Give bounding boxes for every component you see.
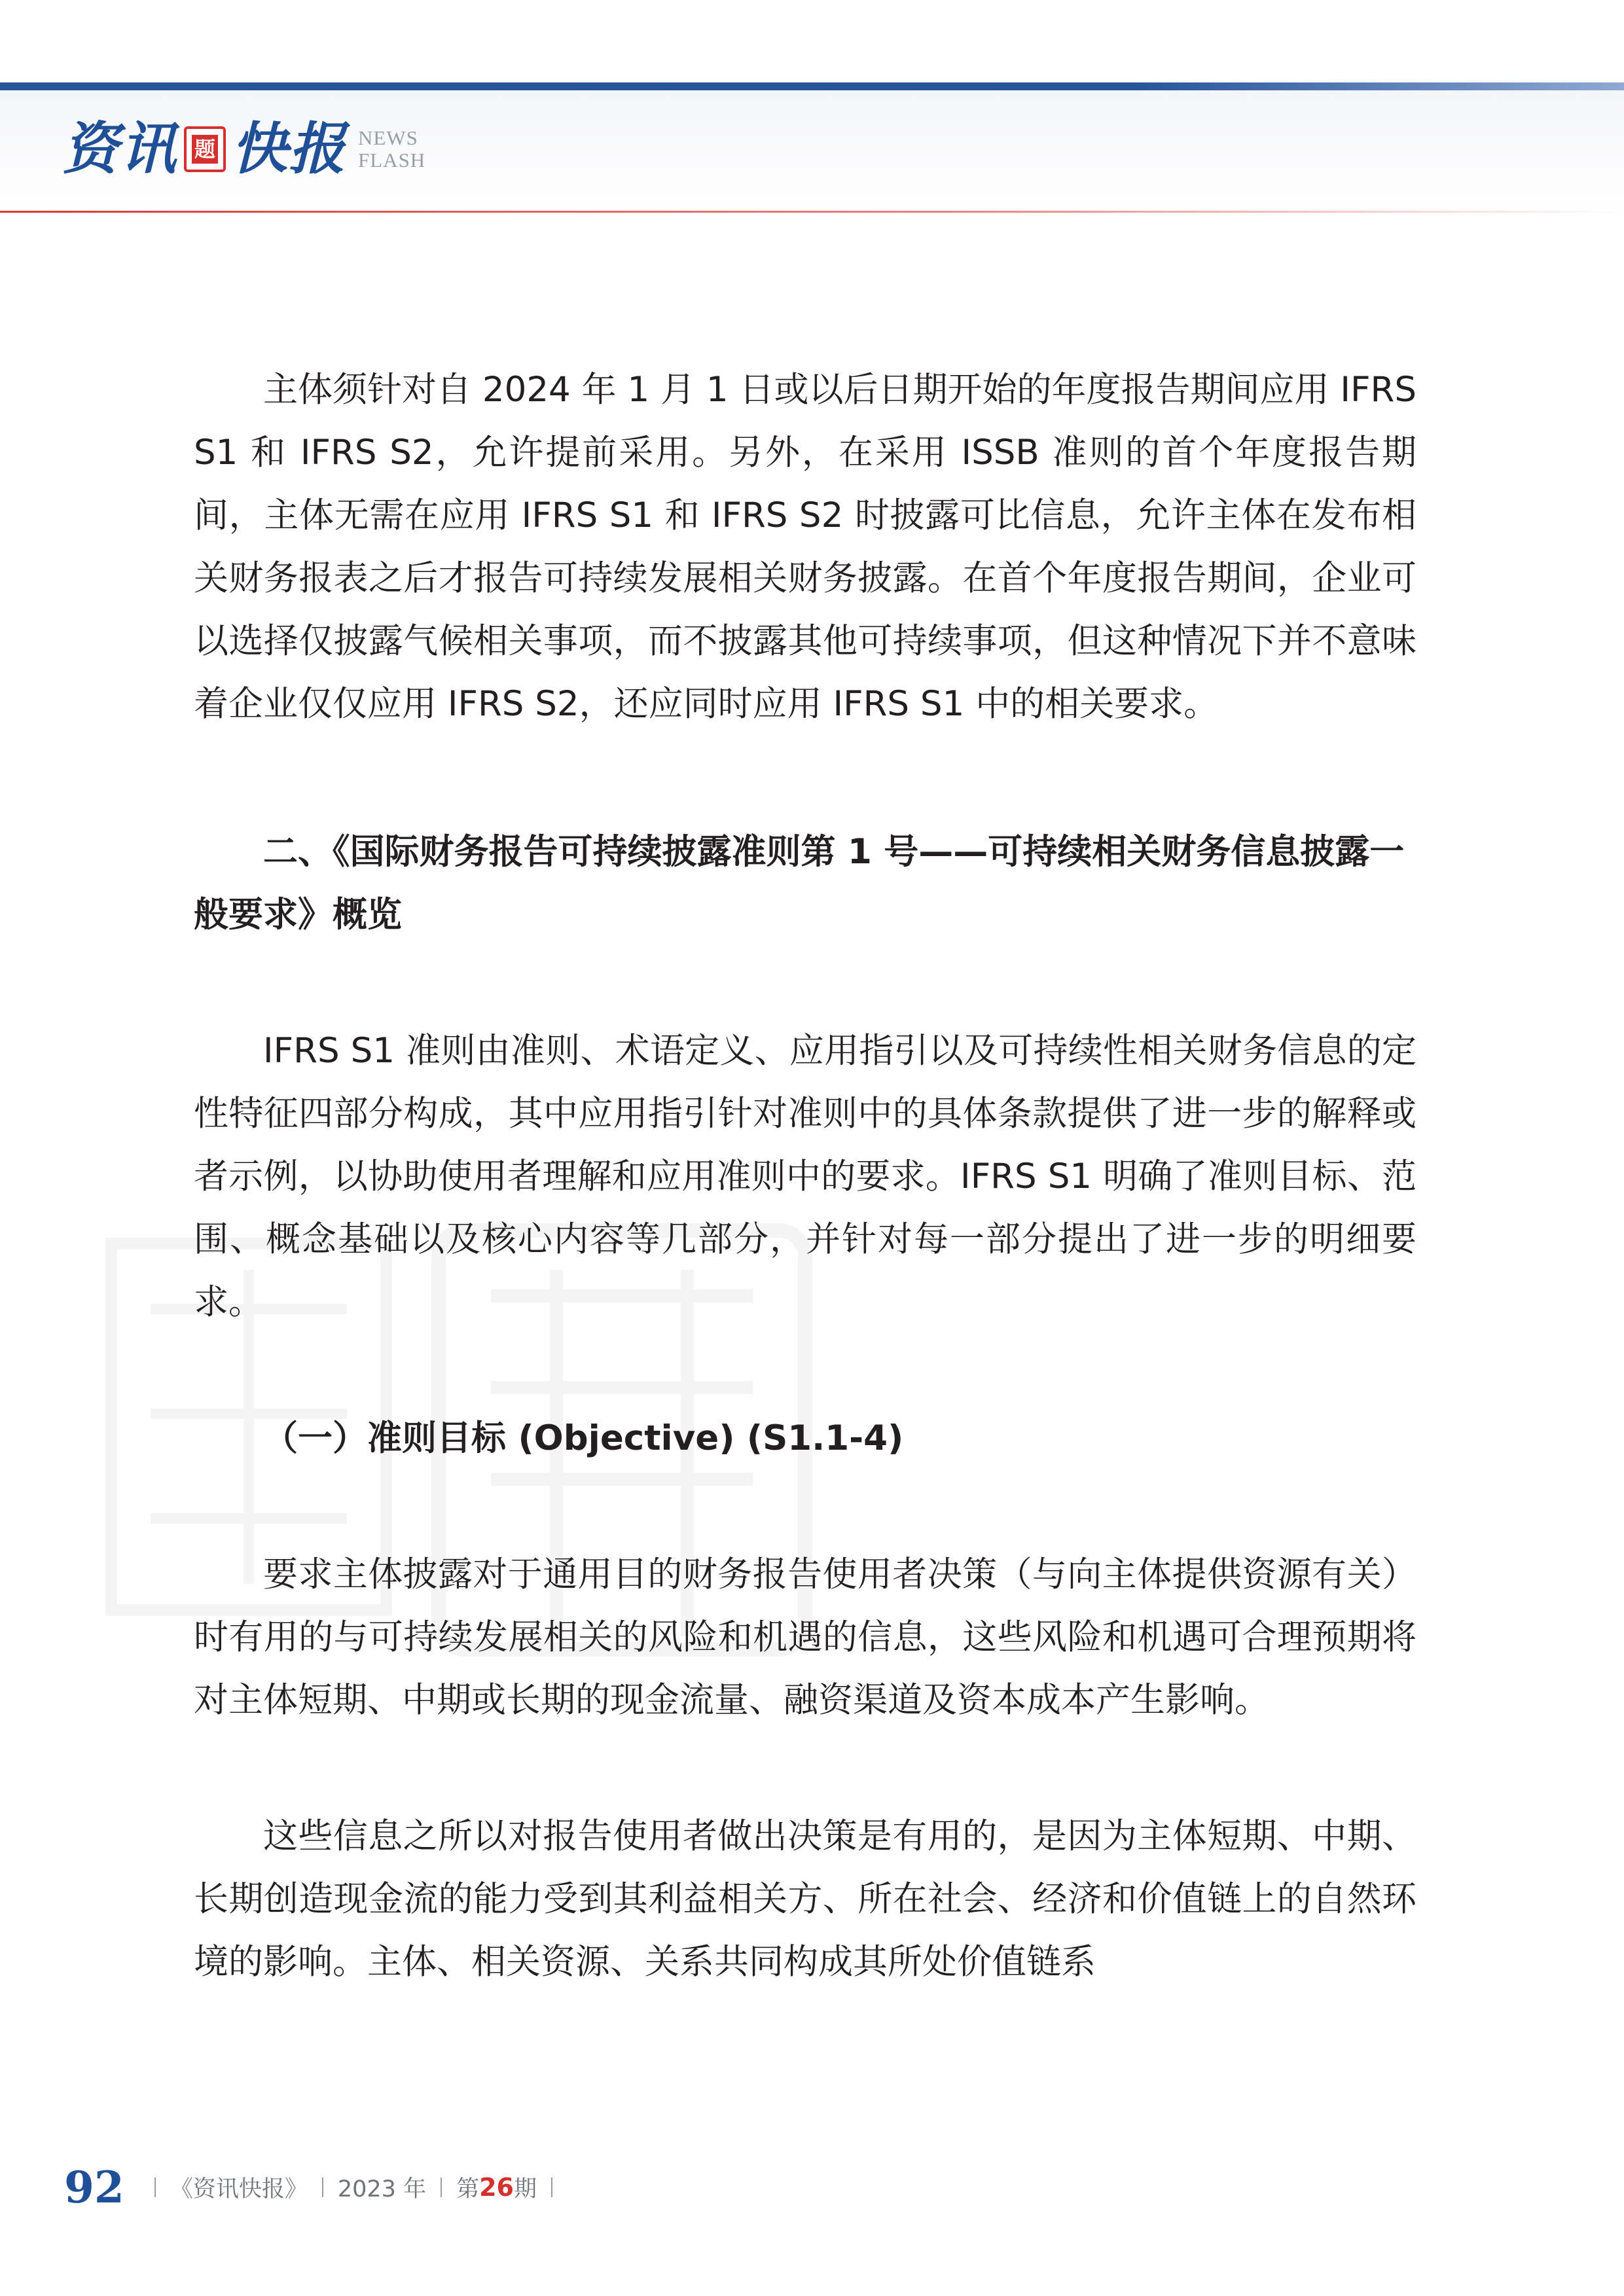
header-red-rule bbox=[0, 211, 1624, 213]
seal-character: 题 bbox=[192, 135, 218, 164]
page-footer bbox=[64, 2155, 567, 2220]
footer-divider bbox=[322, 2178, 323, 2197]
header-top-band bbox=[0, 82, 1624, 90]
footer-divider bbox=[551, 2178, 552, 2197]
masthead-title-right: 快报 bbox=[231, 116, 346, 182]
footer-issue-suffix: 期 bbox=[513, 2176, 537, 2202]
footer-publication: 《资讯快报》 bbox=[170, 2176, 308, 2202]
subsection-heading-objective: （一）准则目标 (Objective) (S1.1-4) bbox=[263, 1418, 904, 1458]
spacer bbox=[194, 1470, 1416, 1543]
spacer bbox=[194, 736, 1416, 821]
footer-issue-prefix: 第 bbox=[456, 2176, 480, 2202]
paragraph-usefulness: 这些信息之所以对报告使用者做出决策是有用的，是因为主体短期、中期、长期创造现金流的能力受到其利益相关方、所在社会、经济和价值链上的自然环境的影响。主体、相关资源、关系共同构成其所处价值链系 bbox=[194, 1816, 1416, 1982]
paragraph-effective-date: 主体须针对自 2024 年 1 月 1 日或以后日期开始的年度报告期间应用 IFRS S1 和 IFRS S2，允许提前采用。另外，在采用 ISSB 准则的首个年度报告期间，主体无需在应用 IFRS S1 和 IFRS S2 时披露可比信息，允许主体在发布相关财务报表之后才报告可持续发展相关财务披露。在首个年度报告期间，企业可以选择仅披露气候相关事项，而不披露其他可持续事项，但这种情况下并不意味着企业仅仅应用 IFRS S2，还应同时应用 IFRS S1 中的相关要求。 bbox=[194, 370, 1416, 724]
masthead-english-line2: FLASH bbox=[358, 149, 426, 171]
footer-divider bbox=[154, 2178, 156, 2197]
footer-divider bbox=[441, 2178, 442, 2197]
paragraph-objective: 要求主体披露对于通用目的财务报告使用者决策（与向主体提供资源有关）时有用的与可持续发展相关的风险和机遇的信息，这些风险和机遇可合理预期将对主体短期、中期或长期的现金流量、融资渠道及资本成本产生影响。 bbox=[194, 1554, 1416, 1720]
seal-stamp-icon bbox=[184, 126, 226, 172]
masthead-english bbox=[358, 127, 425, 171]
spacer bbox=[194, 946, 1416, 1020]
spacer bbox=[194, 1334, 1416, 1407]
section-heading-ifrs-s1-overview: 二、《国际财务报告可持续披露准则第 1 号——可持续相关财务信息披露一般要求》概览 bbox=[194, 832, 1405, 935]
paragraph-ifrs-s1-structure: IFRS S1 准则由准则、术语定义、应用指引以及可持续性相关财务信息的定性特征四部分构成，其中应用指引针对准则中的具体条款提供了进一步的解释或者示例，以协助使用者理解和应用准则中的要求。IFRS S1 明确了准则目标、范围、概念基础以及核心内容等几部分，并针对每一部分提出了进一步的明细要求。 bbox=[194, 1031, 1416, 1322]
page-number: 92 bbox=[64, 2162, 124, 2213]
footer-year: 2023 年 bbox=[337, 2176, 427, 2202]
masthead-english-line1: NEWS bbox=[358, 126, 418, 149]
article-body bbox=[194, 359, 1416, 1994]
footer-issue-number: 26 bbox=[479, 2173, 514, 2202]
spacer bbox=[194, 1732, 1416, 1805]
masthead bbox=[62, 110, 425, 188]
masthead-title-left: 资讯 bbox=[62, 116, 177, 182]
